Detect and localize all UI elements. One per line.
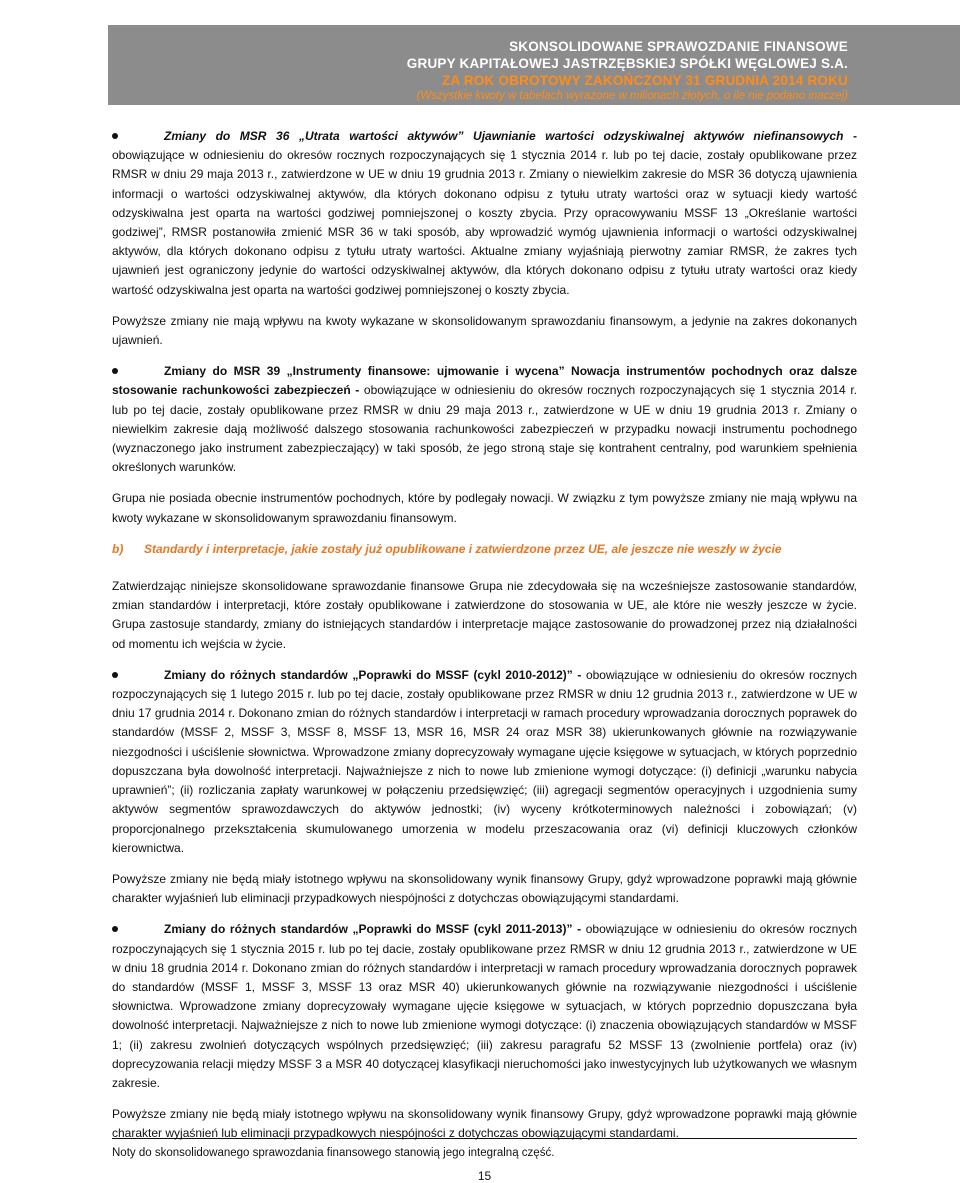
bullet-text: obowiązujące w odniesieniu do okresów rocznych rozpoczynających się 1 lutego 2015 r. lub po tej dacie, zostały opublikowane przez RMSR w dniu 12 grudnia 2013 r., zatwierdzone w UE w dniu 17 grudnia 2014 r. Dokonano zmian do różnych standardów i interpretacji w ramach procedury wprowadzania dorocznych poprawek do standardów (MSSF 2, MSSF 3, MSSF 8, MSSF 13, MSR 16, MSR 24 oraz MSR 38) ukierunkowanych głównie na rozwiązywanie niezgodności i uściślenie słownictwa. Wprowadzone zmiany doprecyzowały wymagane ujęcie księgowe w sytuacjach, w których poprzednio dopuszczana była dowolność interpretacji. Najważniejsze z nich to nowe lub zmienione wymogi dotyczące: (i) definicji „warunku nabycia uprawnień”; (ii) rozliczania zapłaty warunkowej w połączeniu przedsięwzięć; (iii) agregacji segmentów operacyjnych i uzgodnienia sumy aktywów segmentów sprawozdawczych do aktywów jednostki; (iv) wyceny krótkoterminowych należności i zobowiązań; (v) proporcjonalnego przekształcenia skumulowanego umorzenia w modelu przeszacowania oraz (vi) definicji kluczowych członków kierownictwa. [112,667,857,855]
bullet-title: Zmiany do MSR 39 „Instrumenty finansowe: ujmowanie i wycena” Nowacja instrumentów pochodnych oraz dalsze stosowanie rachunkowości zabezpieczeń - [112,364,857,398]
header-title-line2: GRUPY KAPITAŁOWEJ JASTRZĘBSKIEJ SPÓŁKI WĘGLOWEJ S.A. [406,56,848,71]
paragraph-adoption-policy: Zatwierdzając niniejsze skonsolidowane sprawozdanie finansowe Grupa nie zdecydowała się na wcześniejsze zastosowanie standardów, zmian standardów i interpretacji, które zostały opublikowane i zatwierdzone do stosowania w UE, ale które nie weszły jeszcze w życie. Grupa zastosuje standardy, zmiany do istniejących standardów i interpretacje mające zastosowanie do prowadzonej przez nią działalności od momentu ich wejścia w życie. [112,579,857,651]
bullet-title: Zmiany do MSR 36 „Utrata wartości aktywów” Ujawnianie wartości odzyskiwalnej aktywów niefinansowych - [164,129,857,143]
bullet-dot-icon [112,926,118,932]
bullet-item-cycle-2010-2012 [112,666,857,858]
document-header [108,25,960,105]
paragraph-msr39-impact: Grupa nie posiada obecnie instrumentów pochodnych, które by podlegały nowacji. W związku z tym powyższe zmiany nie mają wpływu na kwoty wykazane w skonsolidowanym sprawozdaniu finansowym. [112,491,857,525]
bullet-item-msr39 [112,362,857,477]
paragraph-cycle-2011-2013-impact: Powyższe zmiany nie będą miały istotnego wpływu na skonsolidowany wynik finansowy Grupy, gdyż wprowadzone poprawki mają głównie charakter wyjaśnień lub eliminacji przypadkowych niespójności z dotychczas obowiązującymi standardami. [112,1107,857,1141]
bullet-text: obowiązujące w odniesieniu do okresów rocznych rozpoczynających się 1 stycznia 2014 r. lub po tej dacie, zostały opublikowane przez RMSR w dniu 29 maja 2013 r., zatwierdzone w UE w dniu 19 grudnia 2013 r. Zmiany o niewielkim zakresie do MSR 36 dotyczą ujawnienia informacji o wartości odzyskiwalnej aktywów, dla których dokonano odpisu z tytułu utraty wartości oraz w sytuacji kiedy wartość odzyskiwalna jest oparta na wartości godziwej pomniejszonej o koszty zbycia. Przy opracowywaniu MSSF 13 „Określanie wartości godziwej”, RMSR postanowiła zmienić MSR 36 w taki sposób, aby wprowadzić wymóg ujawnienia informacji o wartości odzyskiwalnej aktywów, dla których dokonano odpisu z tytułu utraty wartości. Aktualne zmiany wyjaśniają pierwotny zamiar RMSR, że zakres tych ujawnień jest ograniczony jedynie do wartości odzyskiwalnej aktywów, dla których dokonano odpisu z tytułu utraty wartości oraz kiedy wartość odzyskiwalna jest oparta na wartości godziwej pomniejszonej o koszty zbycia. [112,148,857,297]
section-title: Standardy i interpretacje, jakie zostały już opublikowane i zatwierdzone przez UE, ale jeszcze nie weszły w życie [144,541,782,556]
paragraph-cycle-2010-2012-impact: Powyższe zmiany nie będą miały istotnego wpływu na skonsolidowany wynik finansowy Grupy, gdyż wprowadzone poprawki mają głównie charakter wyjaśnień lub eliminacji przypadkowych niespójności z dotychczas obowiązującymi standardami. [112,871,857,906]
bullet-item-msr36 [112,127,857,300]
header-note-line: (Wszystkie kwoty w tabelach wyrażone w milionach złotych, o ile nie podano inaczej) [416,90,848,102]
bullet-dot-icon [112,133,118,139]
bullet-title: Zmiany do różnych standardów „Poprawki do MSSF (cykl 2010-2012)” - [164,667,582,682]
bullet-text: obowiązujące w odniesieniu do okresów rocznych rozpoczynających się 1 stycznia 2015 r. lub po tej dacie, zostały opublikowane przez RMSR w dniu 12 grudnia 2013 r., zatwierdzone w UE w dniu 18 grudnia 2014 r. Dokonano zmian do różnych standardów i interpretacji w ramach procedury wprowadzania dorocznych poprawek do standardów (MSSF 1, MSSF 3, MSSF 13 oraz MSR 40) ukierunkowanych głównie na rozwiązywanie niezgodności i uściślenie słownictwa. Wprowadzone zmiany doprecyzowały wymagane ujęcie księgowe w sytuacjach, w których poprzednio dopuszczana była dowolność interpretacji. Najważniejsze z nich to nowe lub zmienione wymogi dotyczące: (i) znaczenia obowiązujących standardów w MSSF 1; (ii) zakresu zwolnień dotyczących wspólnych przedsięwzięć; (iii) zakresu paragrafu 52 MSSF 13 (zwolnienie portfela) oraz (iv) doprecyzowania relacji między MSSF 3 a MSR 40 dotyczącej klasyfikacji nieruchomości jako inwestycyjnych lub użytkowanych we własnym zakresie. [112,922,857,1090]
page-footer [112,1138,857,1183]
bullet-title: Zmiany do różnych standardów „Poprawki do MSSF (cykl 2011-2013)” - [164,922,582,937]
bullet-dot-icon [112,368,118,374]
paragraph-msr36-impact: Powyższe zmiany nie mają wpływu na kwoty wykazane w skonsolidowanym sprawozdaniu finansowym, a jedynie na zakres dokonanych ujawnień. [112,313,857,348]
header-period-line: ZA ROK OBROTOWY ZAKOŃCZONY 31 GRUDNIA 2014 ROKU [442,73,848,88]
bullet-text: obowiązujące w odniesieniu do okresów rocznych rozpoczynających się 1 stycznia 2014 r. lub po tej dacie, zostały opublikowane przez RMSR w dniu 29 maja 2013 r., zatwierdzone w UE w dniu 19 grudnia 2013 r. Zmiany o niewielkim zakresie dają możliwość dalszego stosowania rachunkowości zabezpieczeń w przypadku nowacji instrumentu pochodnego (wyznaczonego jako instrument zabezpieczający) w taki sposób, że jego stroną staje się kontrahent centralny, pod warunkiem spełnienia określonych warunków. [112,383,857,475]
footer-note: Noty do skonsolidowanego sprawozdania finansowego stanowią jego integralną część. [112,1147,555,1159]
header-title-line1: SKONSOLIDOWANE SPRAWOZDANIE FINANSOWE [509,39,848,54]
bullet-dot-icon [112,672,118,678]
bullet-item-cycle-2011-2013 [112,920,857,1093]
document-body [112,127,857,1156]
section-heading-b [112,540,857,559]
page-number: 15 [477,1169,492,1183]
section-letter: b) [112,541,124,556]
